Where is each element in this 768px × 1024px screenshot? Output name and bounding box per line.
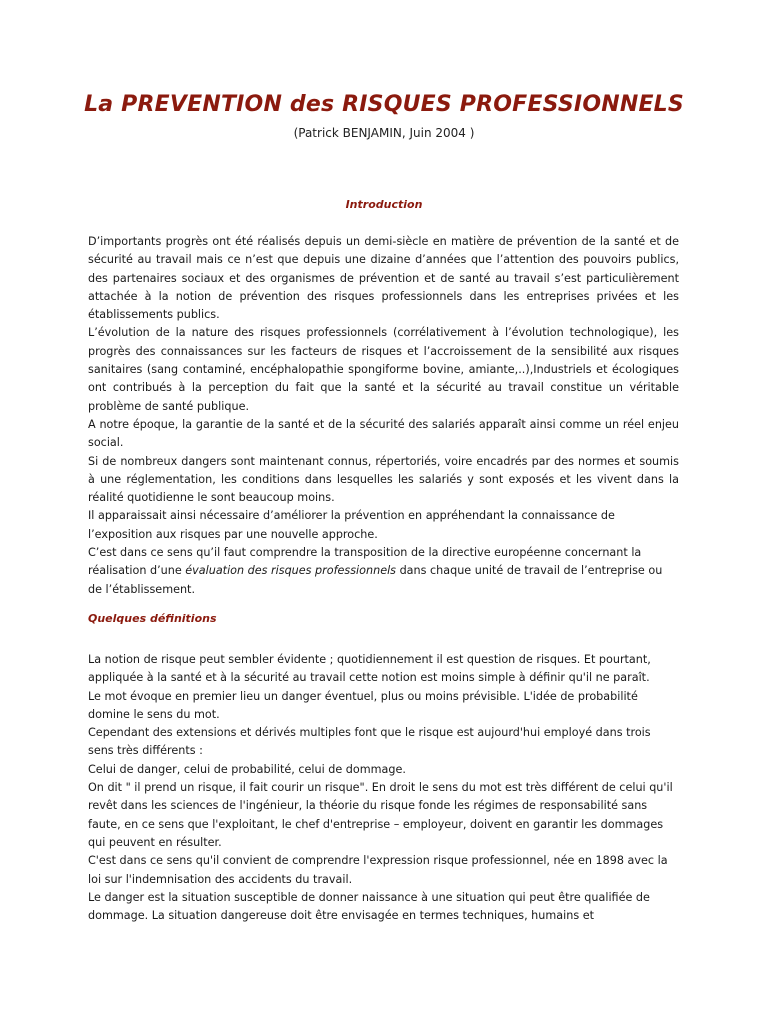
paragraph-with-emphasis — [88, 544, 679, 599]
paragraph: D’importants progrès ont été réalisés depuis un demi-siècle en matière de prévention de la santé et de sécurité au travail mais ce n’est que depuis une dizaine d’années que l’attention des pouvoirs publics, des partenaires sociaux et des organismes de prévention et de santé au travail s’est particulièrement attachée à la notion de prévention des risques professionnels dans les entreprises privées et les établissements publics. — [88, 235, 679, 322]
paragraph: L’évolution de la nature des risques professionnels (corrélativement à l’évolution technologique), les progrès des connaissances sur les facteurs de risques et l’accroissement de la sensibilité aux risques sanitaires (sang contaminé, encéphalopathie spongiforme bovine, amiante,..),Industriels et écologiques ont contribués à la perception du fait que la santé et la sécurité au travail constitue un véritable problème de santé publique. — [88, 326, 679, 413]
paragraph: Si de nombreux dangers sont maintenant connus, répertoriés, voire encadrés par des normes et soumis à une réglementation, les conditions dans lesquelles les salariés y sont exposés et les vivent dans la réalité quotidienne le sont beaucoup moins. — [88, 454, 679, 505]
paragraph: Cependant des extensions et dérivés multiples font que le risque est aujourd'hui employé dans trois sens très différents : — [88, 726, 651, 758]
document-title: La PREVENTION des RISQUES PROFESSIONNELS — [84, 92, 684, 117]
paragraph: Le danger est la situation susceptible de donner naissance à une situation qui peut être qualifiée de dommage. La situation dangereuse doit être envisagée en termes techniques, humains et — [88, 890, 650, 923]
paragraph: Il apparaissait ainsi nécessaire d’améliorer la prévention en appréhendant la connaissance de l’exposition aux risques par une nouvelle approche. — [88, 509, 615, 541]
paragraph: La notion de risque peut sembler évidente ; quotidiennement il est question de risques. Et pourtant, appliquée à la santé et à la sécurité au travail cette notion est moins simple à définir qu'il ne paraît. — [88, 653, 651, 685]
section-heading-introduction: Introduction — [345, 198, 423, 211]
definitions-body — [88, 651, 679, 925]
introduction-body — [88, 233, 679, 599]
emphasized-phrase: évaluation des risques professionnels — [185, 564, 397, 578]
section-heading-definitions: Quelques définitions — [88, 612, 217, 625]
text-run: dans chaque unité de travail de l’entreprise ou de l’établissement. — [88, 564, 663, 596]
paragraph: A notre époque, la garantie de la santé et de la sécurité des salariés apparaît ainsi comme un réel enjeu social. — [88, 417, 679, 450]
text-run: C’est dans ce sens qu’il faut comprendre la transposition de la directive européenne concernant la réalisation d’une — [88, 546, 642, 578]
paragraph: C'est dans ce sens qu'il convient de comprendre l'expression risque professionnel, née en 1898 avec la loi sur l'indemnisation des accidents du travail. — [88, 854, 668, 886]
paragraph: On dit " il prend un risque, il fait courir un risque". En droit le sens du mot est très différent de celui qu'il revêt dans les sciences de l'ingénieur, la théorie du risque fonde les régimes de responsabilité sans faute, en ce sens que l'exploitant, le chef d'entreprise – employeur, doivent en garantir les dommages qui peuvent en résulter. — [88, 781, 673, 849]
paragraph: Celui de danger, celui de probabilité, celui de dommage. — [88, 762, 406, 776]
paragraph: Le mot évoque en premier lieu un danger éventuel, plus ou moins prévisible. L'idée de probabilité domine le sens du mot. — [88, 689, 638, 721]
document-author-date: (Patrick BENJAMIN, Juin 2004 ) — [293, 126, 475, 140]
